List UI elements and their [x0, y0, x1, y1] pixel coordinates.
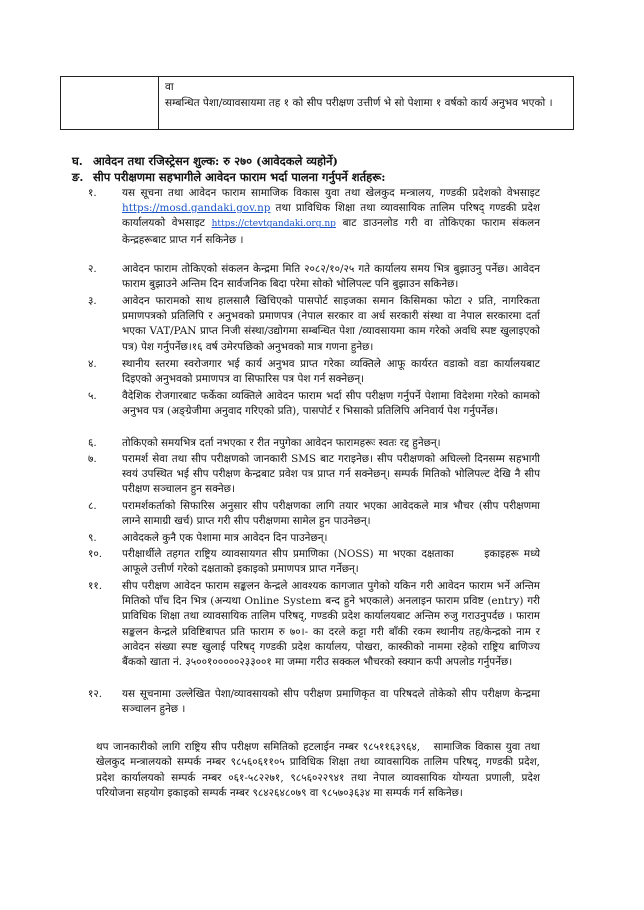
contact-footer — [96, 740, 544, 802]
item-text: परामर्शकर्ताको सिफारिस अनुसार सीप परीक्षणका लागि तयार भएका आवेदकले मात्र भौचर (सीप परीक्षणमा लाग्ने सामाग्री खर्च) प्राप्त गरी सीप परीक्षणमा सामेल हुन पाउनेछन्। — [122, 500, 540, 528]
item-text-part: यस सूचना तथा आवेदन फाराम सामाजिक विकास युवा तथा खेलकुद मन्त्रालय, गण्डकी प्रदेशको वेभसाइट — [122, 187, 540, 199]
item-number: ५. — [88, 390, 97, 402]
condition-item-7 — [88, 452, 540, 498]
ctevt-website-link[interactable]: https://ctevtgandaki.org.np — [211, 219, 336, 230]
condition-item-10 — [88, 547, 544, 577]
item-number: ९. — [88, 532, 97, 544]
item-number: १. — [88, 187, 97, 199]
section-key: घ. — [72, 154, 83, 168]
item-text: परीक्षार्थीले तहगत राष्ट्रिय व्यावसायगत सीप प्रमाणिका (NOSS) मा भएका दक्षताका इकाइहरू मध्ये आफूले उत्तीर्ण गरेको दक्षताको इकाइको प्रमाणपत्र प्राप्त गर्नेछन्। — [122, 548, 544, 576]
condition-item-6 — [88, 436, 540, 451]
table-right-cell — [165, 79, 570, 111]
item-number: ११. — [88, 580, 103, 592]
section-conditions — [72, 169, 385, 185]
item-text: परामर्श सेवा तथा सीप परीक्षणको जानकारी SMS बाट गराइनेछ। सीप परीक्षणको अघिल्लो दिनसम्म सहभागी स्वयं उपस्थित भई सीप परीक्षण केन्द्रबाट प्रवेश पत्र प्राप्त गर्न सक्नेछन्। सम्पर्क मितिको भोलिपल्ट देखि नै सीप परीक्षण सञ्चालन हुन सक्नेछ। — [122, 453, 540, 496]
section-key: ङ. — [72, 170, 84, 184]
condition-item-11 — [88, 579, 540, 670]
table-experience-text: सम्बन्धित पेशा/व्यावसायमा तह १ को सीप परीक्षण उत्तीर्ण भे सो पेशामा १ वर्षको कार्य अनुभव भएको । — [165, 97, 553, 109]
table-left-column — [61, 77, 159, 129]
item-number: १२. — [88, 688, 103, 700]
item-text: यस सूचनामा उल्लेखित पेशा/व्यावसायको सीप परीक्षण प्रमाणिकृत वा परिषदले तोकेको सीप परीक्षण केन्द्रमा सञ्चालन हुनेछ । — [122, 688, 540, 716]
item-number: ४. — [88, 358, 97, 370]
item-text-part: तथा प्राविधिक शिक्षा तथा व्यावसायिक तालिम परिषद् गण्डकी प्रदेश कार्यालयको वेभसाइट — [122, 202, 540, 230]
item-text: वैदेशिक रोजगारबाट फर्केका व्यक्तिले आवेदन फाराम भर्दा सीप परीक्षण गर्नुपर्ने पेशामा विदेशमा गरेको कामको अनुभव पत्र (अङ्ग्रेजीमा अनुवाद गरिएको प्रति), पासपोर्ट र भिसाको प्रतिलिपि अनिवार्य पेश गर्नुपर्नेछ। — [122, 390, 540, 418]
section-fee — [72, 153, 338, 169]
eligibility-table-fragment — [60, 76, 574, 130]
item-number: ६. — [88, 437, 97, 449]
footer-text: थप जानकारीको लागि राष्ट्रिय सीप परीक्षण समितिको हटलाईन नम्बर ९८५११६३९६४, सामाजिक विकास युवा तथा खेलकुद मन्त्रालयको सम्पर्क नम्बर ९८५६०६११०५ प्राविधिक शिक्षा तथा व्यावसायिक तालिम परिषद्, गण्डकी प्रदेश, प्रदेश कार्यालयको सम्पर्क नम्बर ०६१-५८२२७१, ९८५६०२२९४१ तथा नेपाल व्यावसायिक योग्यता प्रणाली, प्रदेश परियोजना सहयोग इकाइको सम्पर्क नम्बर ९८४२६४८०७९ वा ९८५७०३६३४ मा सम्पर्क गर्न सकिनेछ। — [96, 741, 544, 800]
condition-item-4 — [88, 357, 540, 387]
item-number: ८. — [88, 500, 97, 512]
condition-item-8 — [88, 499, 540, 529]
mosd-website-link[interactable]: https://mosd.gandaki.gov.np — [122, 202, 271, 215]
condition-item-1 — [88, 186, 540, 248]
condition-item-2 — [88, 262, 540, 292]
table-or-text: वा — [165, 81, 174, 93]
item-text: आवेदन फाराम तोकिएको संकलन केन्द्रमा मिति २०८२/१०/२५ गते कार्यालय समय भित्र बुझाउनु पर्नेछ। आवेदन फाराम बुझाउने अन्तिम दिन सार्वजनिक बिदा परेमा सोको भोलिपल्ट पनि बुझाउन सकिनेछ। — [122, 263, 540, 291]
condition-item-9 — [88, 531, 540, 546]
item-number: १०. — [88, 548, 103, 560]
section-title: सीप परीक्षणमा सहभागीले आवेदन फाराम भर्दा पालना गर्नुपर्ने शर्तहरू: — [93, 170, 386, 184]
item-text: आवेदकले कुनै एक पेशामा मात्र आवेदन दिन पाउनेछन्। — [122, 532, 328, 544]
item-number: ७. — [88, 453, 97, 465]
condition-item-5 — [88, 389, 540, 419]
section-title: आवेदन तथा रजिस्ट्रेसन शुल्क: रु २७० (आवेदकले व्यहोर्ने) — [93, 154, 338, 168]
item-number: ३. — [88, 295, 97, 307]
item-text-part: बाट डाउनलोड गरी वा तोकिएका फाराम संकलन केन्द्रहरूबाट प्राप्त गर्न सकिनेछ । — [122, 217, 540, 246]
item-text: सीप परीक्षण आवेदन फाराम सङ्कलन केन्द्रले आवश्यक कागजात पुगेको यकिन गरी आवेदन फाराम भर्ने अन्तिम मितिको पाँच दिन भित्र (अन्यथा Online System बन्द हुने भएकाले) अनलाइन फाराम प्रविष्ट (entry) गरी प्राविधिक शिक्षा तथा व्यावसायिक तालिम परिषद्, गण्डकी प्रदेश कार्यालयबाट अन्तिम रुजु गराउनुपर्दछ । फाराम सङ्कलन केन्द्रले प्रविष्टिबापत प्रति फाराम रु ७०।- का दरले कट्टा गरी बाँकी रकम स्थानीय तह/केन्द्रको नाम र आवेदन संख्या स्पष्ट खुलाई परिषद् गण्डकी प्रदेश कार्यालय, पोखरा, कास्कीको नाममा रहेको राष्ट्रिय बाणिज्य बैंकको खाता नं. ३५००१०००००२३३००१ मा जम्मा गरीउ सक्कल भौचरको स्क्यान कपी अपलोड गर्नुपर्नेछ। — [122, 580, 540, 669]
condition-item-3 — [88, 294, 540, 355]
item-text: तोकिएको समयभित्र दर्ता नभएका र रीत नपुगेका आवेदन फारामहरूः स्वतः रद्द हुनेछन्। — [122, 437, 441, 449]
item-number: २. — [88, 263, 97, 275]
item-text: आवेदन फारामको साथ हालसालै खिचिएको पासपोर्ट साइजका समान किसिमका फोटा २ प्रति, नागरिकता प्रमाणपत्रको प्रतिलिपि र अनुभवको प्रमाणपत्र (नेपाल सरकार वा अर्ध सरकारी संस्था वा नेपाल सरकारमा दर्ता भएका VAT/PAN प्राप्त निजी संस्था/उद्योगमा सम्बन्धित पेशा /व्यावसायमा काम गरेको अवधि स्पष्ट खुलाइएको पत्र) पेश गर्नुपर्नेछ।१६ वर्ष उमेरपछिको अनुभवको मात्र गणना हुनेछ। — [122, 295, 540, 353]
item-text: स्थानीय स्तरमा स्वरोजगार भई कार्य अनुभव प्राप्त गरेका व्यक्तिले आफू कार्यरत वडाको वडा कार्यालयबाट दिइएको अनुभवको प्रमाणपत्र वा सिफारिस पत्र पेश गर्न सक्नेछन्। — [122, 358, 540, 386]
condition-item-12 — [88, 687, 540, 717]
